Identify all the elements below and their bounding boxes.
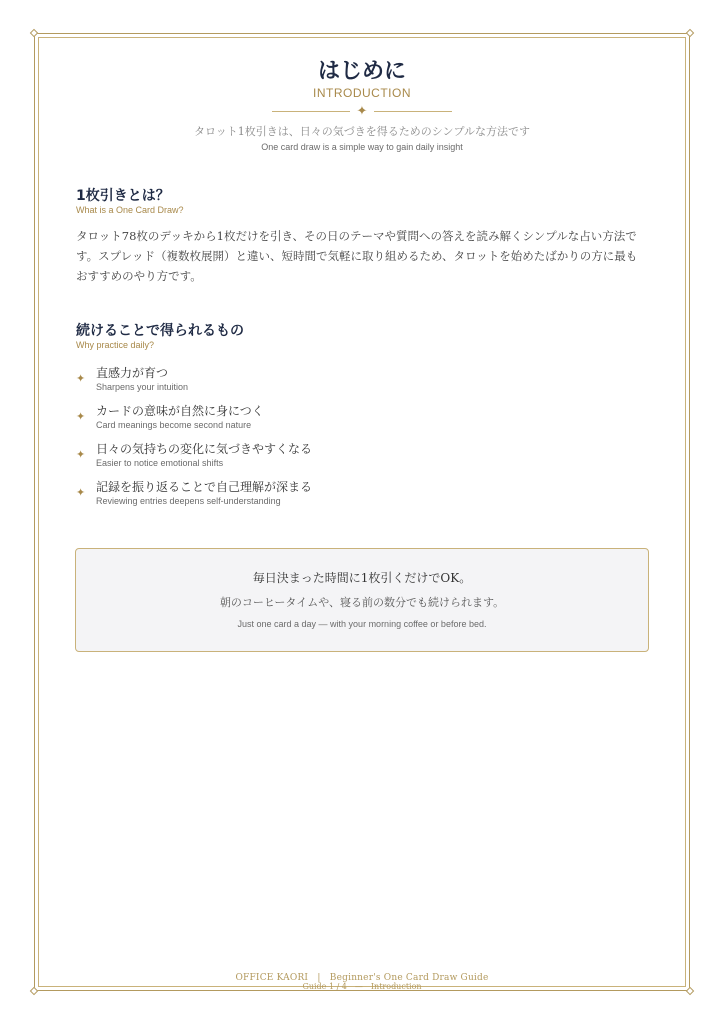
benefit-caption: Card meanings become second nature	[96, 420, 252, 430]
sparkle-star-icon: ✦	[76, 372, 86, 385]
tip-line-detail: 朝のコーヒータイムや、寝る前の数分でも続けられます。	[219, 596, 505, 609]
list-item	[76, 364, 636, 402]
section-subheading-what-is: What is a One Card Draw?	[76, 205, 184, 215]
page-subtitle: INTRODUCTION	[313, 86, 411, 100]
lead-text-ja: タロット1枚引きは、日々の気づきを得るためのシンプルな方法です	[193, 125, 531, 138]
lead-text-en: One card draw is a simple way to gain daily insight	[261, 142, 463, 152]
sparkle-star-icon: ✦	[356, 104, 368, 119]
benefits-list	[76, 364, 636, 516]
section-heading-benefits: 続けることで得られるもの	[76, 323, 244, 339]
benefit-title: カードの意味が自然に身につく	[96, 404, 264, 418]
benefit-caption: Easier to notice emotional shifts	[96, 458, 224, 468]
title-divider	[272, 104, 452, 120]
benefit-title: 記録を振り返ることで自己理解が深まる	[96, 480, 313, 494]
section-subheading-benefits: Why practice daily?	[76, 340, 155, 350]
page-title: はじめに	[317, 59, 406, 84]
section-heading-what-is: 1枚引きとは？	[76, 188, 170, 204]
benefit-caption: Sharpens your intuition	[96, 382, 189, 392]
benefit-caption: Reviewing entries deepens self-understanding	[96, 496, 281, 506]
sparkle-star-icon: ✦	[76, 448, 86, 461]
sparkle-star-icon: ✦	[76, 410, 86, 423]
benefit-title: 日々の気持ちの変化に気づきやすくなる	[96, 442, 313, 456]
list-item	[76, 440, 636, 478]
section-body-what-is	[76, 226, 646, 286]
list-item	[76, 478, 636, 516]
body-line: タロット78枚のデッキから1枚だけを引き、その日のテーマや質問への答えを読み解くシンプルな占い方法で	[76, 229, 637, 243]
list-item	[76, 402, 636, 440]
divider-line-left	[272, 111, 350, 112]
body-line: おすすめのやり方です。	[76, 269, 202, 283]
tip-callout-box	[75, 548, 649, 652]
sparkle-star-icon: ✦	[76, 486, 86, 499]
tip-line-en: Just one card a day — with your morning coffee or before bed.	[237, 619, 487, 629]
footer-page-indicator: Guide 1 / 4 — Introduction	[302, 982, 422, 991]
divider-line-right	[374, 111, 452, 112]
benefit-title: 直感力が育つ	[96, 366, 169, 380]
body-line: す。スプレッド（複数枚展開）と違い、短時間で気軽に取り組めるため、タロットを始めたばかりの方に最も	[76, 249, 638, 263]
tip-line-main: 毎日決まった時間に1枚引くだけでOK。	[252, 571, 472, 585]
footer-brand: OFFICE KAORI | Beginner's One Card Draw Guide	[235, 973, 489, 983]
